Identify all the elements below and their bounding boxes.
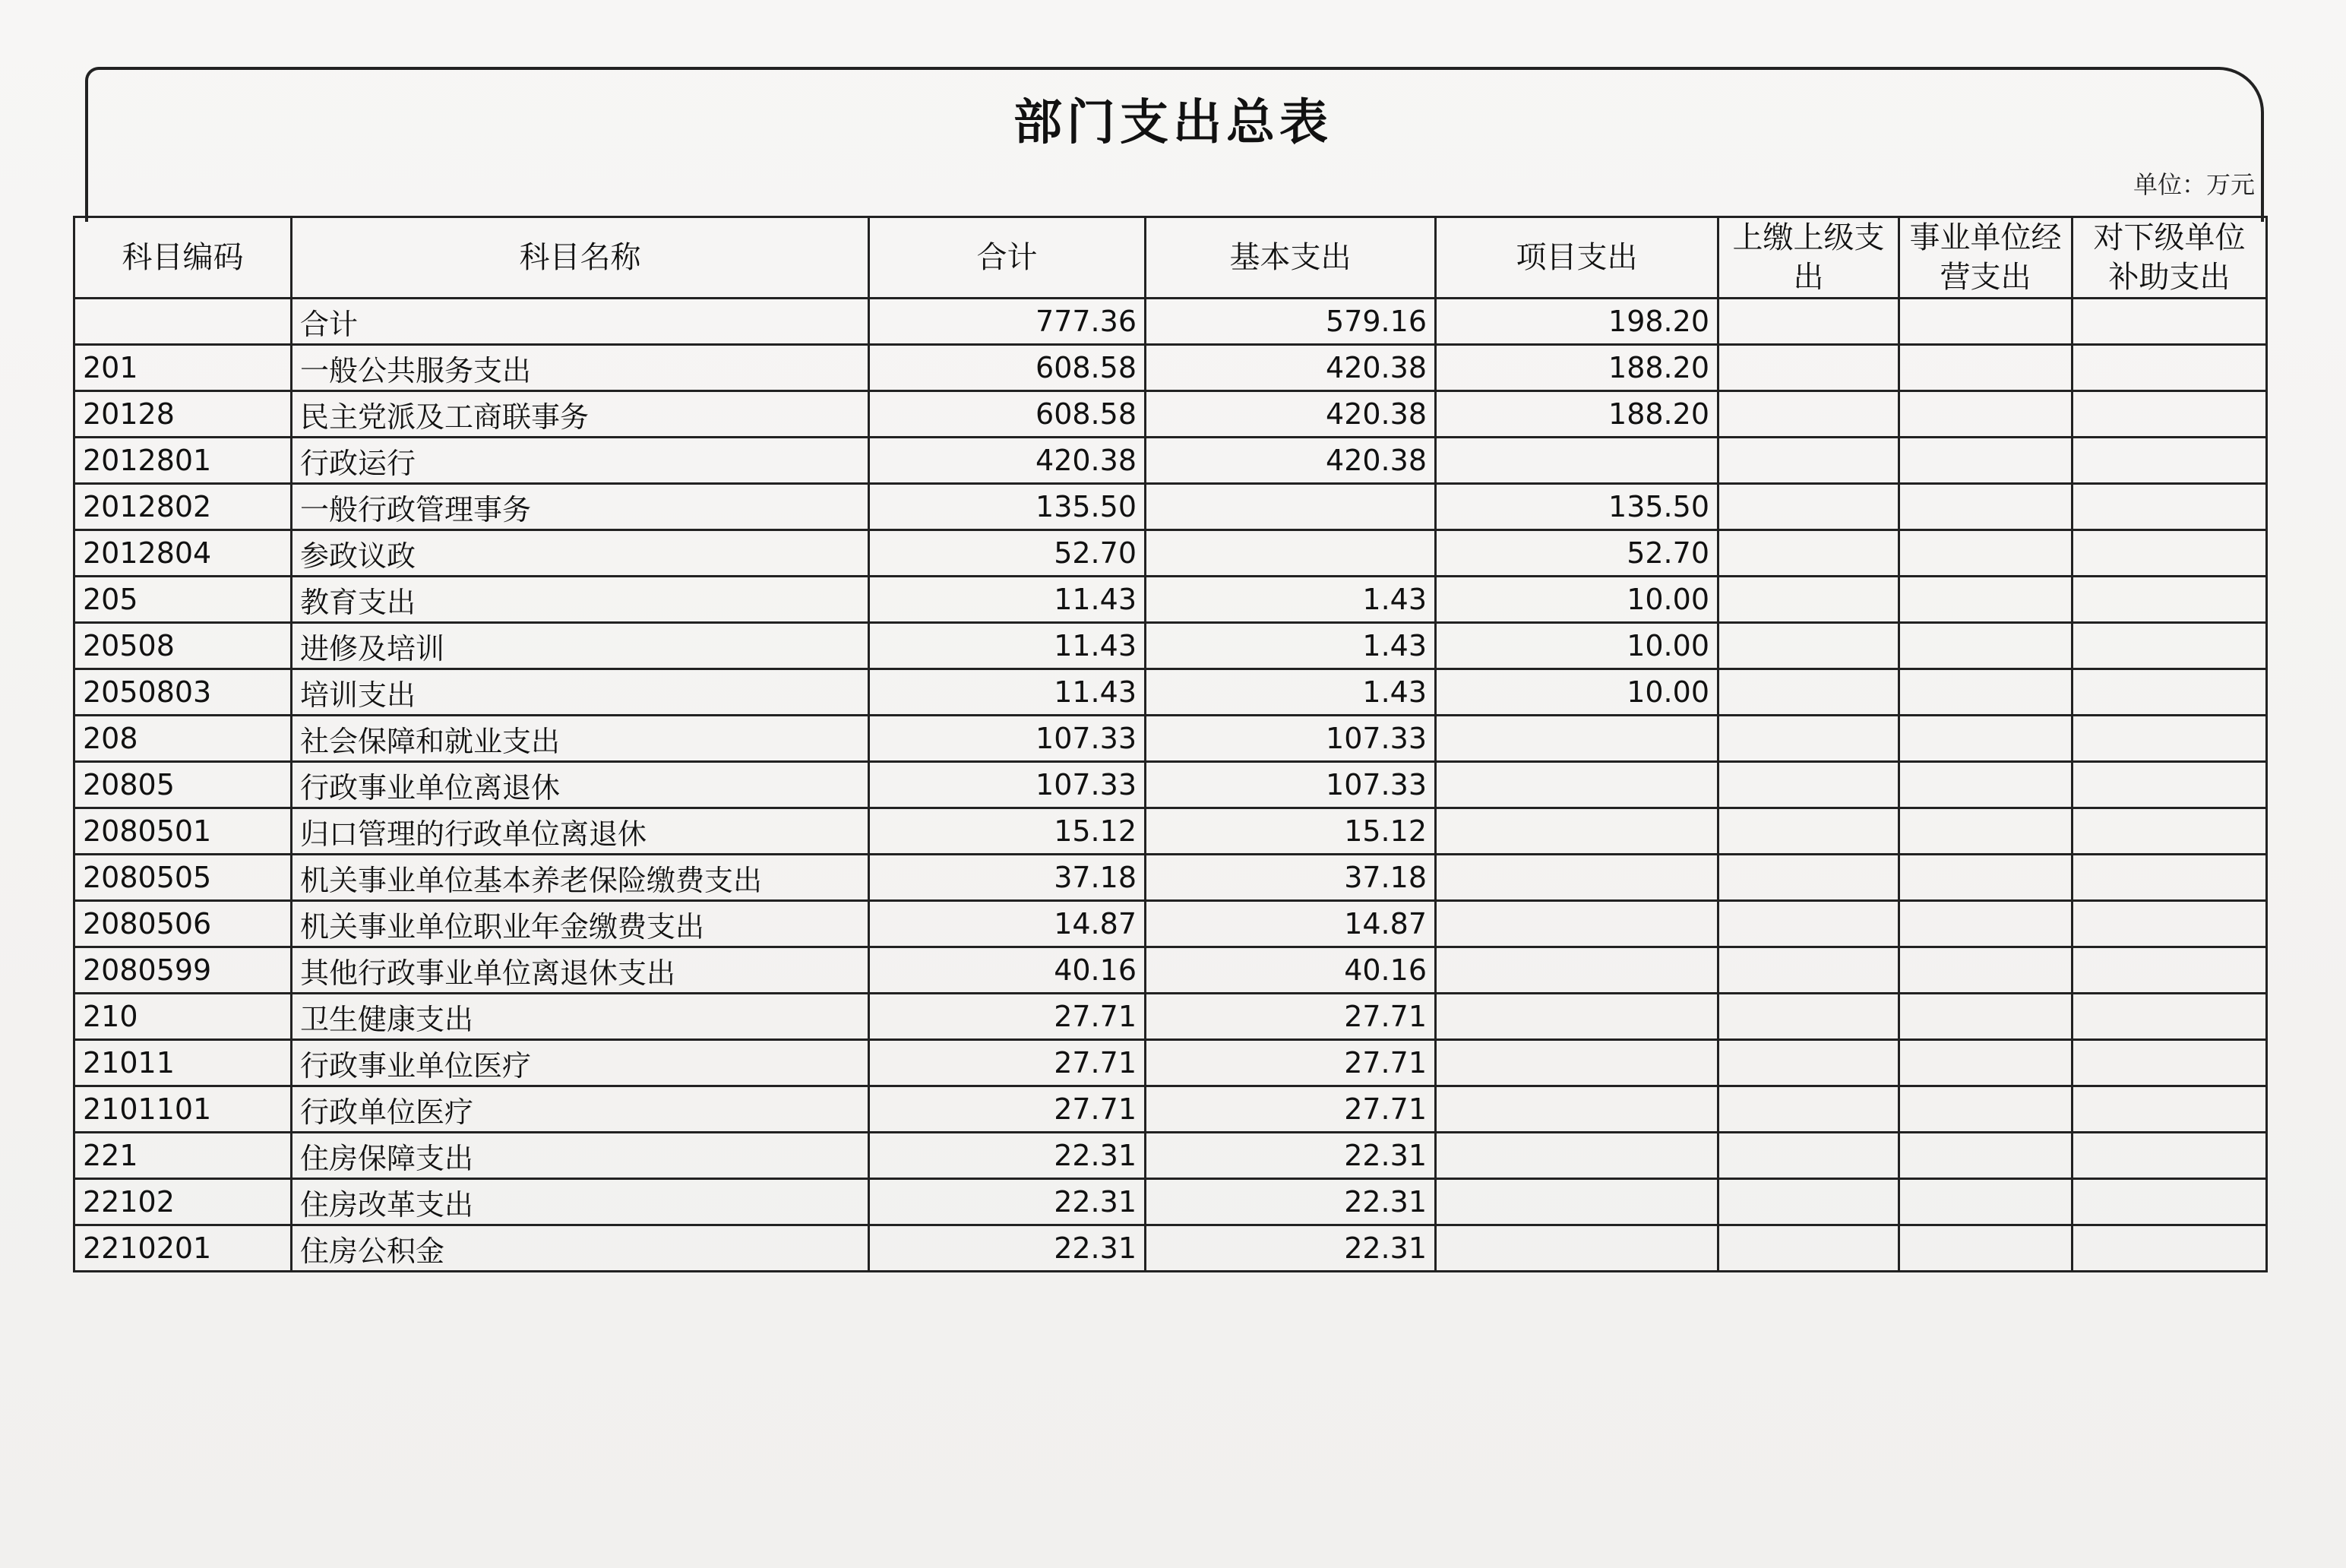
- col-header-name: 科目名称: [292, 217, 869, 299]
- cell-upper: [1718, 391, 1899, 438]
- cell-subsidy: [2073, 438, 2267, 484]
- cell-code: 2080599: [74, 947, 292, 994]
- cell-upper: [1718, 669, 1899, 716]
- cell-name: 机关事业单位职业年金缴费支出: [292, 901, 869, 947]
- cell-basic: 107.33: [1146, 716, 1436, 762]
- col-header-project: 项目支出: [1436, 217, 1718, 299]
- cell-subsidy: [2073, 901, 2267, 947]
- cell-code: 205: [74, 577, 292, 623]
- table-row: [74, 1179, 2267, 1225]
- cell-name: 其他行政事业单位离退休支出: [292, 947, 869, 994]
- cell-code: 2050803: [74, 669, 292, 716]
- cell-basic: 420.38: [1146, 438, 1436, 484]
- table-row: [74, 901, 2267, 947]
- cell-upper: [1718, 1086, 1899, 1133]
- cell-operating: [1899, 1086, 2073, 1133]
- cell-basic: [1146, 484, 1436, 530]
- cell-basic: 107.33: [1146, 762, 1436, 808]
- cell-code: 208: [74, 716, 292, 762]
- cell-project: [1436, 1225, 1718, 1272]
- cell-upper: [1718, 530, 1899, 577]
- col-header-operating: 事业单位经营支出: [1899, 217, 2073, 299]
- cell-basic: 37.18: [1146, 855, 1436, 901]
- table-row: [74, 669, 2267, 716]
- cell-operating: [1899, 299, 2073, 345]
- col-header-subsidy: 对下级单位补助支出: [2073, 217, 2267, 299]
- cell-name: 民主党派及工商联事务: [292, 391, 869, 438]
- cell-basic: 27.71: [1146, 994, 1436, 1040]
- cell-total: 777.36: [869, 299, 1146, 345]
- cell-subsidy: [2073, 808, 2267, 855]
- cell-project: [1436, 716, 1718, 762]
- cell-upper: [1718, 762, 1899, 808]
- page-title: 部门支出总表: [1013, 94, 1333, 151]
- col-header-basic: 基本支出: [1146, 217, 1436, 299]
- cell-basic: 579.16: [1146, 299, 1436, 345]
- cell-basic: 14.87: [1146, 901, 1436, 947]
- cell-project: [1436, 901, 1718, 947]
- cell-operating: [1899, 577, 2073, 623]
- table-row: [74, 530, 2267, 577]
- cell-code: 2210201: [74, 1225, 292, 1272]
- cell-code: 2012804: [74, 530, 292, 577]
- cell-basic: 15.12: [1146, 808, 1436, 855]
- table-row: [74, 345, 2267, 391]
- cell-subsidy: [2073, 994, 2267, 1040]
- cell-code: 2080501: [74, 808, 292, 855]
- table-row: [74, 438, 2267, 484]
- cell-basic: 420.38: [1146, 391, 1436, 438]
- cell-basic: 22.31: [1146, 1179, 1436, 1225]
- expenditure-table: [73, 216, 2268, 1272]
- cell-basic: 1.43: [1146, 577, 1436, 623]
- cell-upper: [1718, 1225, 1899, 1272]
- cell-basic: 22.31: [1146, 1133, 1436, 1179]
- cell-operating: [1899, 669, 2073, 716]
- cell-subsidy: [2073, 391, 2267, 438]
- cell-basic: 1.43: [1146, 669, 1436, 716]
- cell-total: 27.71: [869, 994, 1146, 1040]
- cell-code: 20128: [74, 391, 292, 438]
- cell-operating: [1899, 530, 2073, 577]
- cell-total: 11.43: [869, 623, 1146, 669]
- cell-name: 参政议政: [292, 530, 869, 577]
- cell-total: 11.43: [869, 577, 1146, 623]
- cell-name: 合计: [292, 299, 869, 345]
- cell-project: 10.00: [1436, 669, 1718, 716]
- table-row: [74, 1040, 2267, 1086]
- cell-upper: [1718, 484, 1899, 530]
- cell-subsidy: [2073, 530, 2267, 577]
- cell-total: 37.18: [869, 855, 1146, 901]
- cell-total: 27.71: [869, 1040, 1146, 1086]
- cell-total: 22.31: [869, 1225, 1146, 1272]
- cell-code: 22102: [74, 1179, 292, 1225]
- cell-name: 一般公共服务支出: [292, 345, 869, 391]
- cell-total: 22.31: [869, 1133, 1146, 1179]
- cell-operating: [1899, 947, 2073, 994]
- cell-upper: [1718, 716, 1899, 762]
- cell-project: 198.20: [1436, 299, 1718, 345]
- col-header-total: 合计: [869, 217, 1146, 299]
- table-row: [74, 577, 2267, 623]
- cell-operating: [1899, 808, 2073, 855]
- cell-total: 14.87: [869, 901, 1146, 947]
- cell-subsidy: [2073, 299, 2267, 345]
- cell-name: 住房改革支出: [292, 1179, 869, 1225]
- cell-name: 培训支出: [292, 669, 869, 716]
- cell-project: [1436, 762, 1718, 808]
- cell-operating: [1899, 994, 2073, 1040]
- cell-project: [1436, 1133, 1718, 1179]
- cell-upper: [1718, 994, 1899, 1040]
- cell-total: 11.43: [869, 669, 1146, 716]
- cell-operating: [1899, 901, 2073, 947]
- cell-operating: [1899, 623, 2073, 669]
- cell-subsidy: [2073, 484, 2267, 530]
- cell-project: [1436, 1040, 1718, 1086]
- cell-subsidy: [2073, 1133, 2267, 1179]
- cell-code: 20508: [74, 623, 292, 669]
- cell-subsidy: [2073, 345, 2267, 391]
- cell-code: 210: [74, 994, 292, 1040]
- cell-project: [1436, 1179, 1718, 1225]
- cell-total: 135.50: [869, 484, 1146, 530]
- cell-name: 教育支出: [292, 577, 869, 623]
- cell-subsidy: [2073, 1225, 2267, 1272]
- cell-operating: [1899, 855, 2073, 901]
- cell-project: 188.20: [1436, 391, 1718, 438]
- cell-name: 行政事业单位医疗: [292, 1040, 869, 1086]
- table-row: [74, 623, 2267, 669]
- cell-total: 22.31: [869, 1179, 1146, 1225]
- cell-project: [1436, 994, 1718, 1040]
- cell-name: 归口管理的行政单位离退休: [292, 808, 869, 855]
- cell-total: 40.16: [869, 947, 1146, 994]
- cell-code: 2101101: [74, 1086, 292, 1133]
- cell-total: 107.33: [869, 716, 1146, 762]
- cell-code: 21011: [74, 1040, 292, 1086]
- cell-project: [1436, 855, 1718, 901]
- cell-total: 420.38: [869, 438, 1146, 484]
- cell-upper: [1718, 438, 1899, 484]
- cell-subsidy: [2073, 669, 2267, 716]
- cell-upper: [1718, 947, 1899, 994]
- table-row: [74, 1086, 2267, 1133]
- cell-upper: [1718, 623, 1899, 669]
- cell-basic: [1146, 530, 1436, 577]
- cell-upper: [1718, 901, 1899, 947]
- cell-basic: 22.31: [1146, 1225, 1436, 1272]
- table-row: [74, 484, 2267, 530]
- cell-operating: [1899, 762, 2073, 808]
- cell-subsidy: [2073, 762, 2267, 808]
- cell-total: 608.58: [869, 391, 1146, 438]
- cell-name: 社会保障和就业支出: [292, 716, 869, 762]
- cell-operating: [1899, 438, 2073, 484]
- cell-subsidy: [2073, 855, 2267, 901]
- cell-upper: [1718, 299, 1899, 345]
- unit-label: 单位：万元: [2133, 170, 2255, 199]
- cell-total: 608.58: [869, 345, 1146, 391]
- cell-name: 机关事业单位基本养老保险缴费支出: [292, 855, 869, 901]
- table-row: [74, 391, 2267, 438]
- cell-project: [1436, 1086, 1718, 1133]
- table-row: [74, 947, 2267, 994]
- cell-code: 221: [74, 1133, 292, 1179]
- cell-operating: [1899, 484, 2073, 530]
- cell-upper: [1718, 808, 1899, 855]
- cell-name: 卫生健康支出: [292, 994, 869, 1040]
- cell-code: 20805: [74, 762, 292, 808]
- cell-basic: 420.38: [1146, 345, 1436, 391]
- cell-subsidy: [2073, 1179, 2267, 1225]
- cell-name: 进修及培训: [292, 623, 869, 669]
- cell-project: 10.00: [1436, 623, 1718, 669]
- cell-code: 2080506: [74, 901, 292, 947]
- cell-basic: 1.43: [1146, 623, 1436, 669]
- cell-project: [1436, 438, 1718, 484]
- table-row: [74, 1133, 2267, 1179]
- cell-upper: [1718, 855, 1899, 901]
- cell-project: 135.50: [1436, 484, 1718, 530]
- col-header-code: 科目编码: [74, 217, 292, 299]
- cell-project: 10.00: [1436, 577, 1718, 623]
- cell-subsidy: [2073, 1086, 2267, 1133]
- cell-subsidy: [2073, 947, 2267, 994]
- cell-upper: [1718, 345, 1899, 391]
- cell-operating: [1899, 391, 2073, 438]
- cell-subsidy: [2073, 577, 2267, 623]
- cell-code: [74, 299, 292, 345]
- cell-name: 行政运行: [292, 438, 869, 484]
- table-row: [74, 1225, 2267, 1272]
- cell-operating: [1899, 1040, 2073, 1086]
- cell-name: 行政单位医疗: [292, 1086, 869, 1133]
- header-row: [74, 217, 2267, 299]
- cell-basic: 27.71: [1146, 1086, 1436, 1133]
- cell-total: 107.33: [869, 762, 1146, 808]
- cell-subsidy: [2073, 716, 2267, 762]
- col-header-upper: 上缴上级支出: [1718, 217, 1899, 299]
- table-row: [74, 855, 2267, 901]
- cell-total: 15.12: [869, 808, 1146, 855]
- cell-subsidy: [2073, 623, 2267, 669]
- cell-name: 住房公积金: [292, 1225, 869, 1272]
- cell-name: 住房保障支出: [292, 1133, 869, 1179]
- cell-operating: [1899, 345, 2073, 391]
- table-row: [74, 762, 2267, 808]
- cell-code: 2012801: [74, 438, 292, 484]
- cell-project: 52.70: [1436, 530, 1718, 577]
- cell-total: 52.70: [869, 530, 1146, 577]
- cell-total: 27.71: [869, 1086, 1146, 1133]
- table-row: [74, 299, 2267, 345]
- cell-basic: 40.16: [1146, 947, 1436, 994]
- cell-code: 2080505: [74, 855, 292, 901]
- cell-operating: [1899, 716, 2073, 762]
- cell-name: 一般行政管理事务: [292, 484, 869, 530]
- cell-upper: [1718, 1040, 1899, 1086]
- cell-upper: [1718, 1179, 1899, 1225]
- cell-code: 201: [74, 345, 292, 391]
- table-row: [74, 808, 2267, 855]
- cell-project: 188.20: [1436, 345, 1718, 391]
- cell-upper: [1718, 1133, 1899, 1179]
- cell-project: [1436, 947, 1718, 994]
- cell-upper: [1718, 577, 1899, 623]
- cell-operating: [1899, 1179, 2073, 1225]
- table-row: [74, 994, 2267, 1040]
- table-row: [74, 716, 2267, 762]
- cell-basic: 27.71: [1146, 1040, 1436, 1086]
- cell-operating: [1899, 1225, 2073, 1272]
- cell-subsidy: [2073, 1040, 2267, 1086]
- cell-operating: [1899, 1133, 2073, 1179]
- cell-name: 行政事业单位离退休: [292, 762, 869, 808]
- cell-code: 2012802: [74, 484, 292, 530]
- cell-project: [1436, 808, 1718, 855]
